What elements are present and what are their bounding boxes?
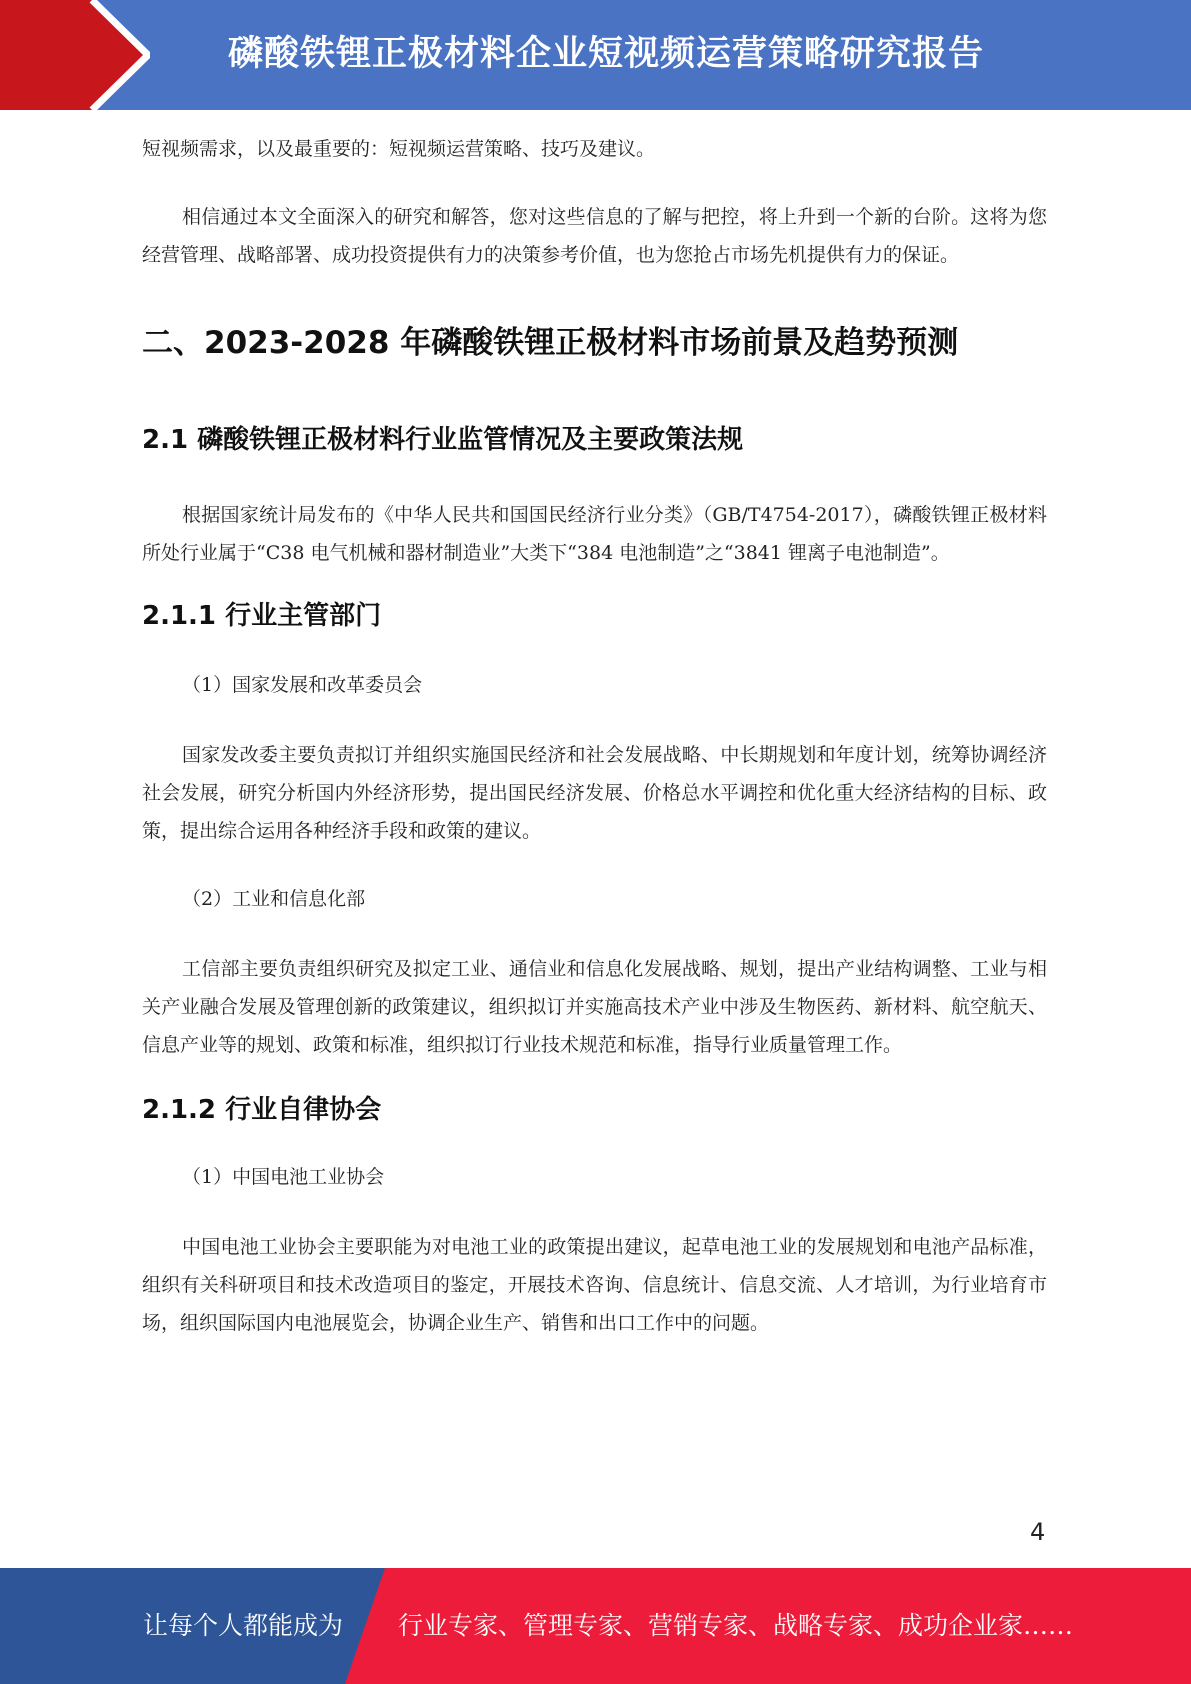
footer-slogan-right: 行业专家、管理专家、营销专家、战略专家、成功企业家…… [398,1611,1074,1640]
page-number: 4 [1030,1518,1046,1546]
paragraph: 短视频需求，以及最重要的：短视频运营策略、技巧及建议。 [142,138,656,160]
list-item: （2）工业和信息化部 [182,888,366,910]
paragraph: 根据国家统计局发布的《中华人民共和国国民经济行业分类》（GB/T4754-2017），磷酸铁锂正极材料所处行业属于“C38 电气机械和器材制造业”大类下“384 电池制造”之“3841 锂离子电池制造”。 [142,504,1047,564]
report-title: 磷酸铁锂正极材料企业短视频运营策略研究报告 [228,34,985,74]
page-footer [0,1568,1191,1684]
header-red-arrow-decoration [0,0,150,110]
paragraph: 相信通过本文全面深入的研究和解答，您对这些信息的了解与把控，将上升到一个新的台阶。这将为您经营管理、战略部署、成功投资提供有力的决策参考价值，也为您抢占市场先机提供有力的保证。 [142,206,1047,266]
subsection-heading: 2.1 磷酸铁锂正极材料行业监管情况及主要政策法规 [142,425,744,455]
paragraph: 中国电池工业协会主要职能为对电池工业的政策提出建议，起草电池工业的发展规划和电池产品标准，组织有关科研项目和技术改造项目的鉴定，开展技术咨询、信息统计、信息交流、人才培训，为行业培育市场，组织国际国内电池展览会，协调企业生产、销售和出口工作中的问题。 [142,1236,1047,1334]
paragraph: 工信部主要负责组织研究及拟定工业、通信业和信息化发展战略、规划，提出产业结构调整、工业与相关产业融合发展及管理创新的政策建议，组织拟订并实施高技术产业中涉及生物医药、新材料、航空航天、信息产业等的规划、政策和标准，组织拟订行业技术规范和标准，指导行业质量管理工作。 [142,958,1047,1056]
paragraph: 国家发改委主要负责拟订并组织实施国民经济和社会发展战略、中长期规划和年度计划，统筹协调经济社会发展，研究分析国内外经济形势，提出国民经济发展、价格总水平调控和优化重大经济结构的目标、政策，提出综合运用各种经济手段和政策的建议。 [142,744,1047,842]
list-item: （1）中国电池工业协会 [182,1166,385,1188]
subsubsection-heading: 2.1.2 行业自律协会 [142,1095,382,1125]
page-header [0,0,1191,110]
footer-slogan-left: 让每个人都能成为 [143,1611,344,1640]
list-item: （1）国家发展和改革委员会 [182,674,423,696]
document-body [142,130,1047,1342]
section-heading: 二、2023-2028 年磷酸铁锂正极材料市场前景及趋势预测 [142,325,959,361]
subsubsection-heading: 2.1.1 行业主管部门 [142,601,382,631]
